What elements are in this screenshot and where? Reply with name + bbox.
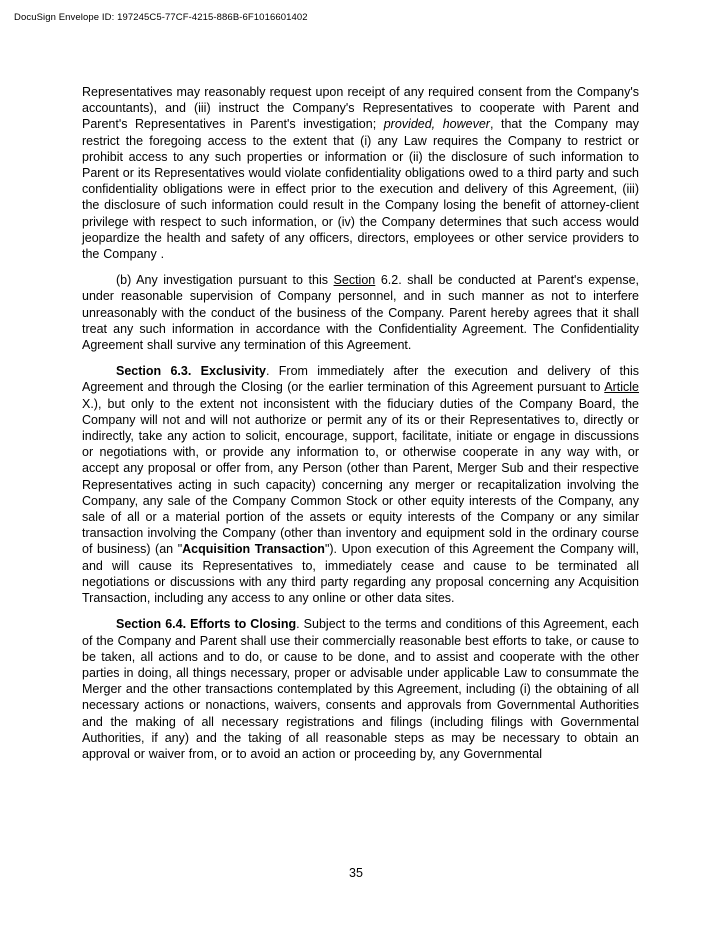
page-number: 35 (349, 866, 363, 880)
text-run: , that the Company may restrict the foregoing access to the extent that (i) any Law requires the Company to restrict or prohibit access to any such properties or information or (ii) the disclosure of such information to Parent or its Representatives would violate confidentiality obligations owed to a third party and such confidentiality obligations were in effect prior to the execution and delivery of this Agreement, (iii) the disclosure of such information could result in the Company losing the benefit of attorney-client privilege with respect to such information, or (iv) the Company determines that such access would jeopardize the health and safety of any officers, directors, employees or other service providers to the Company . (82, 117, 640, 262)
text-run: X.), but only to the extent not inconsistent with the fiduciary duties of the Company Board, the Company will not and will not authorize or permit any of its or their Representatives to, directly or indirectly, take any action to solicit, encourage, support, facilitate, initiate or engage in discussions or negotiations with, or provide any information to, or otherwise cooperate in any way with, or accept any proposal or offer from, any Person (other than Parent, Merger Sub and their respective Representatives acting in such capacity) concerning any merger or recapitalization involving the Company, any sale of the Company Common Stock or other equity interests of the Company, any sale of all or a material portion of the assets or equity interests of the Company or any similar transaction involving the Company (other than inventory and equipment sold in the ordinary course of business) (an " (82, 396, 639, 557)
text-run: . From immediately after the execution and delivery of this Agreement and through the Closing (or the earlier termination of this Agreement pursuant to (82, 364, 639, 395)
paragraph (82, 272, 639, 353)
paragraph (82, 363, 639, 606)
text-run: Section 6.3. Exclusivity (116, 364, 266, 379)
text-run: "). Upon execution of this Agreement the Company will, and will cause its Representatives to, immediately cease and cause to be terminated all negotiations or discussions with any third party regarding any proposal concerning any Acquisition Transaction, including any access to any online or other data sites. (82, 542, 639, 606)
text-run: 6.2. shall be conducted at Parent's expense, under reasonable supervision of Company personnel, and in such manner as not to interfere unreasonably with the conduct of the business of the Company. Parent hereby agrees that it shall treat any such information in accordance with the Confidentiality Agreement. The Confidentiality Agreement shall survive any termination of this Agreement. (82, 273, 639, 353)
document-body (82, 84, 639, 772)
text-run: . Subject to the terms and conditions of this Agreement, each of the Company and Parent shall use their commercially reasonable best efforts to take, or cause to be taken, all actions and to do, or cause to be done, and to assist and cooperate with the other parties in doing, all things necessary, proper or advisable under applicable Law to consummate the Merger and the other transactions contemplated by this Agreement, including (i) the obtaining of all necessary actions or nonactions, waivers, consents and approvals from Governmental Authorities and the making of all necessary registrations and filings (including filings with Governmental Authorities, if any) and the taking of all reasonable steps as may be necessary to obtain an approval or waiver from, or to avoid an action or proceeding by, any Governmental (82, 617, 639, 761)
text-run: provided, however (383, 117, 490, 132)
text-run: (b) Any investigation pursuant to this (116, 273, 334, 288)
text-run: Section (333, 273, 376, 288)
text-run: Acquisition Transaction (182, 542, 325, 557)
text-run: Section 6.4. Efforts to Closing (116, 617, 297, 632)
paragraph (82, 616, 639, 762)
text-run: Article (604, 380, 639, 395)
paragraph (82, 84, 639, 262)
docusign-envelope-id: DocuSign Envelope ID: 197245C5-77CF-4215-886B-6F1016601402 (14, 12, 308, 23)
text-run: Representatives may reasonably request upon receipt of any required consent from the Company's accountants), and (iii) instruct the Company's Representatives to cooperate with Parent and Parent's Representatives in Parent's investigation; (82, 85, 639, 132)
